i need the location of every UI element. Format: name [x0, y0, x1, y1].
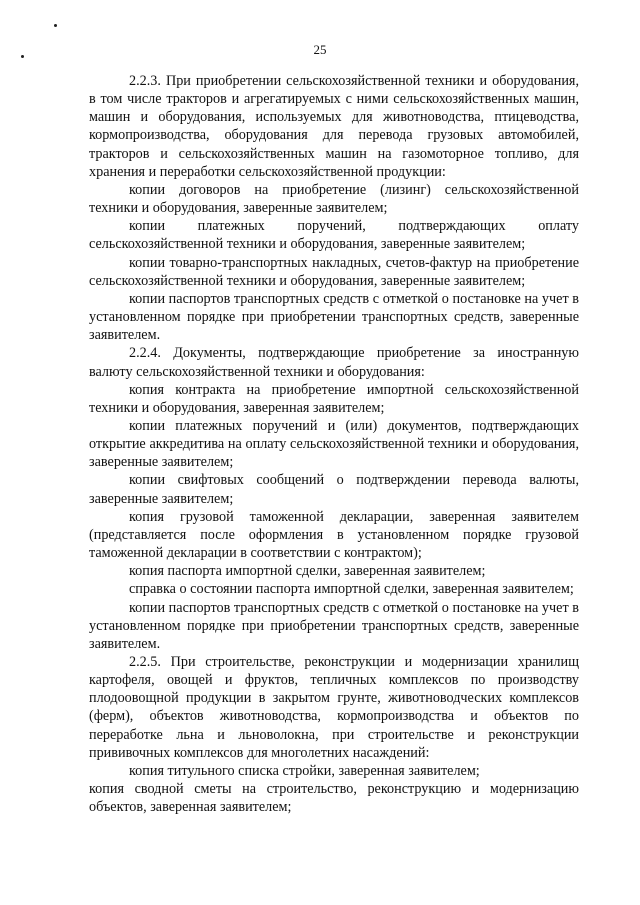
- paragraph: копии договоров на приобретение (лизинг) сельскохозяйственной техники и оборудования, заверенные заявителем;: [89, 181, 579, 217]
- document-body: [89, 72, 579, 816]
- paragraph: копия сводной сметы на строительство, реконструкцию и модернизацию объектов, заверенная заявителем;: [89, 781, 579, 816]
- paragraph-2-2-3: 2.2.3. При приобретении сельскохозяйственной техники и оборудования, в том числе тракторов и агрегатируемых с ними сельскохозяйственных машин, машин и оборудования, используемых для животноводства, птицеводства, кормопроизводства, оборудования для перевода грузовых автомобилей, тракторов и сельскохозяйственных машин на газомоторное топливо, для хранения и переработки сельскохозяйственной продукции:: [89, 73, 579, 180]
- paragraph: копия контракта на приобретение импортной сельскохозяйственной техники и оборудования, заверенная заявителем;: [89, 381, 579, 416]
- paragraph: копия грузовой таможенной декларации, заверенная заявителем (представляется после оформления в установленном порядке грузовой таможенной декларации в соответствии с контрактом);: [89, 508, 579, 562]
- paragraph: копии платежных поручений, подтверждающих оплату сельскохозяйственной техники и оборудования, заверенные заявителем;: [89, 218, 579, 253]
- paragraph: копии свифтовых сообщений о подтверждении перевода валюты, заверенные заявителем;: [89, 472, 579, 507]
- paragraph-2-2-5: 2.2.5. При строительстве, реконструкции и модернизации хранилищ картофеля, овощей и фруктов, тепличных комплексов по производству плодоовощной продукции в закрытом грунте, животноводческих комплексов (ферм), объектов животноводства, кормопроизводства и объектов по переработке льна и льноволокна, при строительстве и реконструкции прививочных комплексов для многолетних насаждений:: [89, 654, 579, 761]
- paragraph: справка о состоянии паспорта импортной сделки, заверенная заявителем;: [129, 581, 574, 598]
- page-number: 25: [313, 42, 327, 57]
- paragraph: копия паспорта импортной сделки, заверенная заявителем;: [129, 563, 486, 580]
- scan-mark: [54, 24, 57, 27]
- paragraph: копии товарно-транспортных накладных, счетов-фактур на приобретение сельскохозяйственной техники и оборудования, заверенные заявителем;: [89, 254, 579, 289]
- paragraph-2-2-4: 2.2.4. Документы, подтверждающие приобретение за иностранную валюту сельскохозяйственной техники и оборудования:: [89, 345, 579, 380]
- paragraph: копии паспортов транспортных средств с отметкой о постановке на учет в установленном порядке при приобретении транспортных средств, заверенные заявителем.: [89, 290, 579, 344]
- paragraph: копия титульного списка стройки, заверенная заявителем;: [129, 762, 480, 779]
- paragraph: копии паспортов транспортных средств с отметкой о постановке на учет в установленном порядке при приобретении транспортных средств, заверенные заявителем.: [89, 599, 579, 652]
- paragraph: копии платежных поручений и (или) документов, подтверждающих открытие аккредитива на оплату сельскохозяйственной техники и оборудования, заверенные заявителем;: [89, 417, 579, 471]
